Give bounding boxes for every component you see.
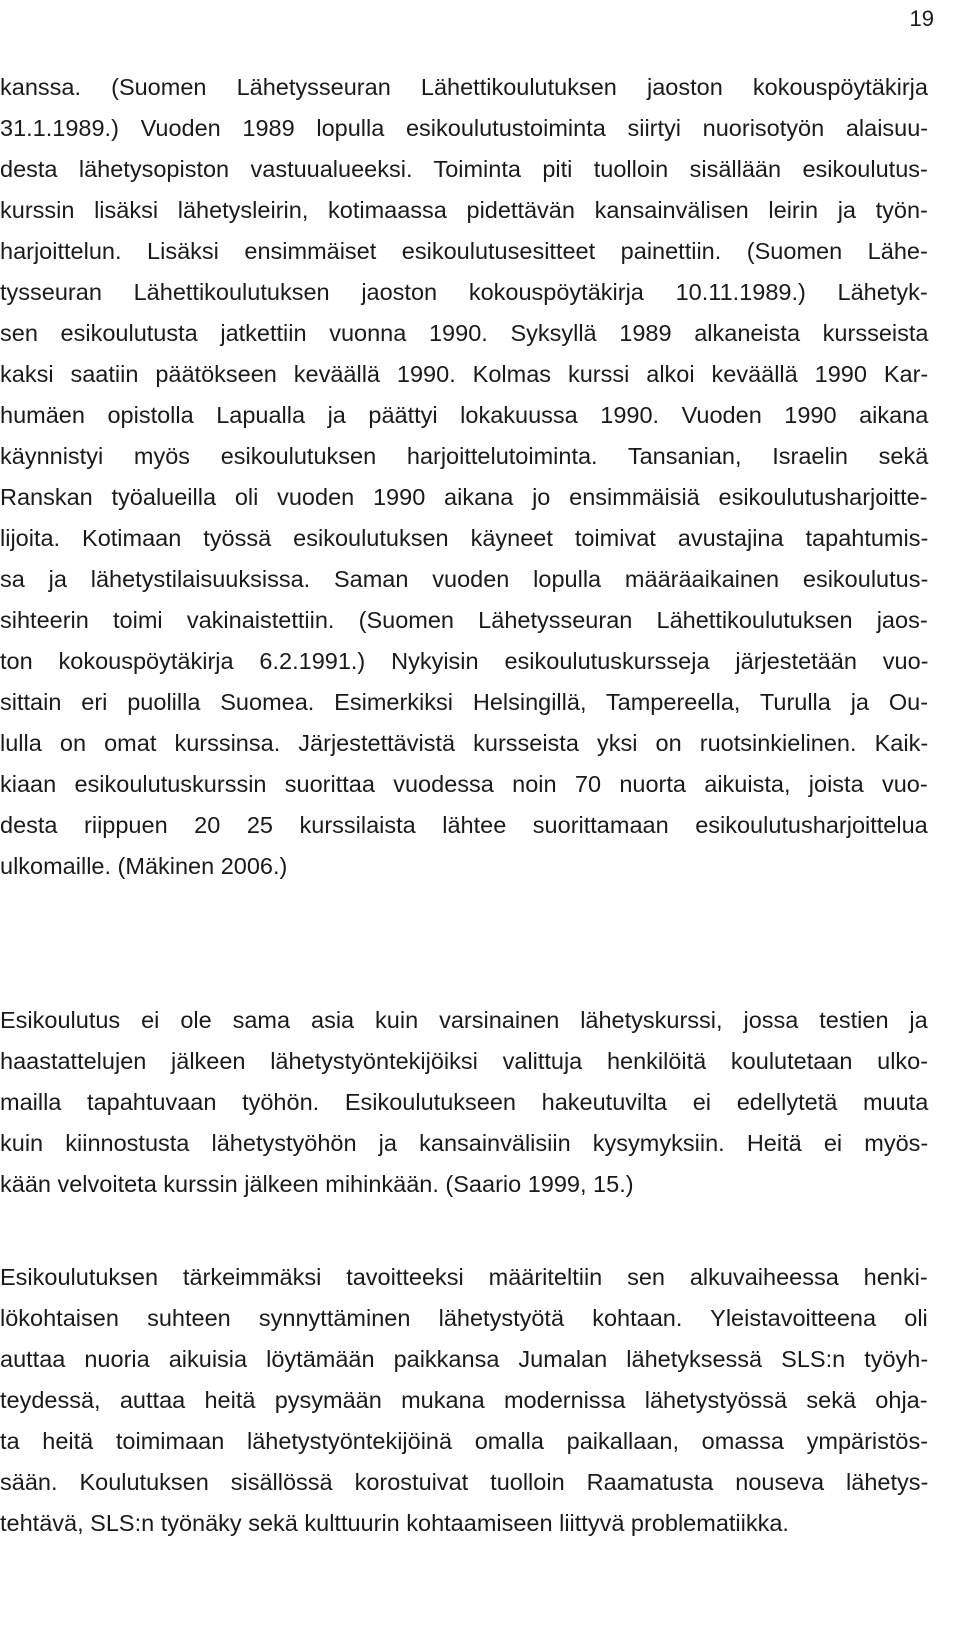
text-line: kiaan esikoulutuskurssin suorittaa vuodessa noin 70 nuorta aikuista, joista vuo- <box>0 771 928 797</box>
text-line: auttaa nuoria aikuisia löytämään paikkansa Jumalan lähetyksessä SLS:n työyh- <box>0 1346 929 1372</box>
text-line: desta riippuen 20 25 kurssilaista lähtee suorittamaan esikoulutusharjoittelua <box>0 812 928 838</box>
text-line: sa ja lähetystilaisuuksissa. Saman vuoden lopulla määräaikainen esikoulutus- <box>0 566 929 592</box>
text-line: kaksi saatiin päätökseen keväällä 1990. Kolmas kurssi alkoi keväällä 1990 Kar- <box>0 361 929 387</box>
text-line: haastattelujen jälkeen lähetystyöntekijöiksi valittuja henkilöitä koulutetaan ulko- <box>0 1048 929 1074</box>
text-line: lijoita. Kotimaan työssä esikoulutuksen käyneet toimivat avustajina tapahtumis- <box>0 525 929 551</box>
text-line: käynnistyi myös esikoulutuksen harjoittelutoiminta. Tansanian, Israelin sekä <box>0 443 929 469</box>
text-line: sihteerin toimi vakinaistettiin. (Suomen Lähetysseuran Lähettikoulutuksen jaos- <box>0 607 928 633</box>
text-line: Esikoulutuksen tärkeimmäksi tavoitteeksi määriteltiin sen alkuvaiheessa henki- <box>0 1264 928 1290</box>
text-line: sen esikoulutusta jatkettiin vuonna 1990. Syksyllä 1989 alkaneista kursseista <box>0 320 929 346</box>
text-line: Esikoulutus ei ole sama asia kuin varsinainen lähetyskurssi, jossa testien ja <box>0 1007 928 1033</box>
text-line: tehtävä, SLS:n työnäky sekä kulttuurin kohtaamiseen liittyvä problematiikka. <box>0 1510 789 1536</box>
text-line: ta heitä toimimaan lähetystyöntekijöinä omalla paikallaan, omassa ympäristös- <box>0 1428 929 1454</box>
text-line: Ranskan työalueilla oli vuoden 1990 aikana jo ensimmäisiä esikoulutusharjoitte- <box>0 484 928 510</box>
text-line: ulkomaille. (Mäkinen 2006.) <box>0 853 288 879</box>
text-line: teydessä, auttaa heitä pysymään mukana modernissa lähetystyössä sekä ohja- <box>0 1387 928 1413</box>
text-line: lökohtaisen suhteen synnyttäminen lähetystyötä kohtaan. Yleistavoitteena oli <box>0 1305 928 1331</box>
text-line: sään. Koulutuksen sisällössä korostuivat tuolloin Raamatusta nouseva lähetys- <box>0 1469 929 1495</box>
text-line: kanssa. (Suomen Lähetysseuran Lähettikoulutuksen jaoston kokouspöytäkirja <box>0 74 928 100</box>
text-line: sittain eri puolilla Suomea. Esimerkiksi Helsingillä, Tampereella, Turulla ja Ou- <box>0 689 929 715</box>
text-line: mailla tapahtuvaan työhön. Esikoulutukseen hakeutuvilta ei edellytetä muuta <box>0 1089 929 1115</box>
text-line: kurssin lisäksi lähetysleirin, kotimaassa pidettävän kansainvälisen leirin ja työn- <box>0 197 928 223</box>
text-line: kuin kiinnostusta lähetystyöhön ja kansainvälisiin kysymyksiin. Heitä ei myös- <box>0 1130 929 1156</box>
text-line: tysseuran Lähettikoulutuksen jaoston kokouspöytäkirja 10.11.1989.) Lähetyk- <box>0 279 928 305</box>
text-line: desta lähetysopiston vastuualueeksi. Toiminta piti tuolloin sisällään esikoulutus- <box>0 156 928 182</box>
text-line: 31.1.1989.) Vuoden 1989 lopulla esikoulutustoiminta siirtyi nuorisotyön alaisuu- <box>0 115 929 141</box>
text-line: humäen opistolla Lapualla ja päättyi lokakuussa 1990. Vuoden 1990 aikana <box>0 402 929 428</box>
text-line: harjoittelun. Lisäksi ensimmäiset esikoulutusesitteet painettiin. (Suomen Lähe- <box>0 238 928 264</box>
text-line: lulla on omat kurssinsa. Järjestettävistä kursseista yksi on ruotsinkielinen. Kaik- <box>0 730 929 756</box>
text-line: kään velvoiteta kurssin jälkeen mihinkään. (Saario 1999, 15.) <box>0 1171 634 1197</box>
page-number: 19 <box>909 6 934 31</box>
text-line: ton kokouspöytäkirja 6.2.1991.) Nykyisin esikoulutuskursseja järjestetään vuo- <box>0 648 929 674</box>
